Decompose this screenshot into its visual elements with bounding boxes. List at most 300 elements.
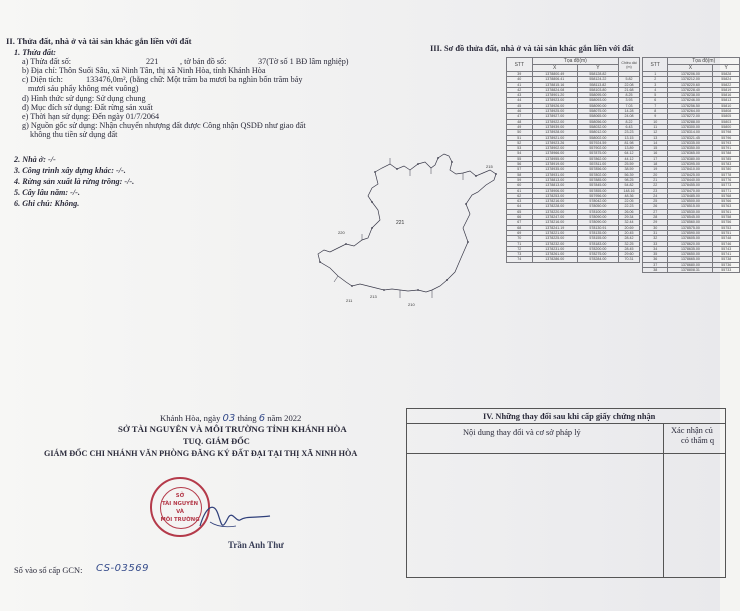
coord-left-cell: 70 xyxy=(507,236,533,241)
seal-text-4: MÔI TRƯỜNG xyxy=(160,517,200,523)
coord-right-cell: 55761 xyxy=(713,209,740,214)
coord-left-cell: 44 xyxy=(507,98,533,103)
col-header-y-right: Y xyxy=(713,65,740,72)
coord-right-cell: 9 xyxy=(643,114,668,119)
coord-right-cell: 17 xyxy=(643,156,668,161)
coord-left-cell: 41 xyxy=(507,82,533,87)
coord-right-cell: 55824 xyxy=(713,77,740,82)
coord-right-row xyxy=(643,246,740,251)
coord-right-cell: 1378300.00 xyxy=(668,124,713,129)
coord-right-cell: 1378365.00 xyxy=(668,151,713,156)
coord-left-cell: 60 xyxy=(507,183,533,188)
house-item: 2. Nhà ở: -/- xyxy=(14,155,56,164)
coord-left-cell: 26.06 xyxy=(619,209,640,214)
coord-left-cell: 557862.00 xyxy=(577,156,618,161)
use-form: d) Hình thức sử dụng: Sử dụng chung xyxy=(22,94,146,103)
coord-right-row xyxy=(643,193,740,198)
coord-left-cell: 557802.00 xyxy=(577,172,618,177)
coord-left-cell: 53 xyxy=(507,146,533,151)
coord-left-cell: 1378231.00 xyxy=(532,246,577,251)
coord-right-cell: 18 xyxy=(643,162,668,167)
coord-right-cell: 1378485.00 xyxy=(668,193,713,198)
col-header-length: Chiều dài (m) xyxy=(619,58,640,72)
coord-left-cell: 8.25 xyxy=(619,93,640,98)
coord-right-cell: 35 xyxy=(643,252,668,257)
parcel-number: 221 xyxy=(146,57,159,66)
coord-right-cell: 22 xyxy=(643,183,668,188)
coord-right-cell: 2 xyxy=(643,77,668,82)
register-label: Số vào sổ cấp GCN: xyxy=(14,566,83,575)
coord-right-row xyxy=(643,215,740,220)
seal-text-3: VÀ xyxy=(176,509,184,515)
coord-right-row xyxy=(643,146,740,151)
coord-right-cell: 1378350.00 xyxy=(668,146,713,151)
coord-right-cell: 1378206.00 xyxy=(668,72,713,77)
coord-right-cell: 1378380.00 xyxy=(668,156,713,161)
coord-left-cell: 1378232.00 xyxy=(532,241,577,246)
coord-right-cell: 55816 xyxy=(713,93,740,98)
coord-right-cell: 55741 xyxy=(713,252,740,257)
register-number: CS-03569 xyxy=(96,563,149,574)
coord-right-cell: 1378410.00 xyxy=(668,167,713,172)
coord-left-cell: 578050.00 xyxy=(577,204,618,209)
coord-right-cell: 31 xyxy=(643,230,668,235)
coord-left-cell: 43 xyxy=(507,93,533,98)
coord-left-cell: 7.03 xyxy=(619,103,640,108)
coord-right-cell: 55791 xyxy=(713,146,740,151)
land-purpose: đ) Mục đích sử dụng: Đất rừng sản xuất xyxy=(22,103,153,112)
coord-left-cell: 1378927.00 xyxy=(532,114,577,119)
coord-left-cell: 64.12 xyxy=(619,151,640,156)
coord-right-cell: 1378620.00 xyxy=(668,241,713,246)
date-month-label: tháng xyxy=(237,413,257,423)
origin-line2: không thu tiền sử dụng đất xyxy=(30,130,118,139)
coord-right-cell: 55813 xyxy=(713,98,740,103)
coord-left-cell: 23.23 xyxy=(619,130,640,135)
coord-left-cell: 48.36 xyxy=(619,193,640,198)
coord-right-cell: 55736 xyxy=(713,262,740,267)
coord-right-cell: 1378321.45 xyxy=(668,135,713,140)
coord-left-cell: 1378286.00 xyxy=(532,257,577,262)
coord-right-row xyxy=(643,172,740,177)
coord-left-cell: 1378926.00 xyxy=(532,103,577,108)
coord-left-cell: 73 xyxy=(507,252,533,257)
coord-right-cell: 1378530.00 xyxy=(668,209,713,214)
changes-col-confirm-2: cỏ thẩm q xyxy=(681,436,715,445)
coord-right-cell: 55758 xyxy=(713,215,740,220)
coord-left-cell: 1378906.00 xyxy=(532,188,577,193)
coord-left-cell: 578275.00 xyxy=(577,252,618,257)
coord-right-cell: 55756 xyxy=(713,220,740,225)
parcel-boundary xyxy=(318,154,496,292)
coord-left-cell: 557845.00 xyxy=(577,183,618,188)
coord-left-cell: 1378919.00 xyxy=(532,162,577,167)
on-behalf: TUQ. GIÁM ĐỐC xyxy=(183,437,250,446)
address: b) Địa chỉ: Thôn Suối Sâu, xã Ninh Tân, thị xã Ninh Hòa, tỉnh Khánh Hòa xyxy=(22,66,266,75)
date-year: năm 2022 xyxy=(267,413,302,423)
place-date xyxy=(160,414,301,423)
coord-left-cell: 59 xyxy=(507,177,533,182)
coord-right-cell: 1378288.00 xyxy=(668,119,713,124)
coord-left-cell: 44.12 xyxy=(619,156,640,161)
coord-left-cell: 68 xyxy=(507,225,533,230)
coord-left-cell: 13.89 xyxy=(619,146,640,151)
coord-right-cell: 6 xyxy=(643,98,668,103)
diagram-label-c: 213 xyxy=(370,294,377,299)
coord-right-cell: 36 xyxy=(643,257,668,262)
coord-right-cell: 10 xyxy=(643,119,668,124)
col-header-coords-right: Tọa độ(m) xyxy=(668,58,740,65)
coord-left-cell: 1378253.00 xyxy=(532,193,577,198)
coord-left-cell: 558065.00 xyxy=(577,114,618,119)
coord-left-cell: 42 xyxy=(507,87,533,92)
coord-left-cell: 56.39 xyxy=(619,172,640,177)
origin-line1: g) Nguồn gốc sử dụng: Nhận chuyển nhượng đất được Công nhận QSDĐ như giao đất xyxy=(22,121,306,130)
coord-left-cell: 74 xyxy=(507,257,533,262)
coord-left-cell: 22.05 xyxy=(619,199,640,204)
coord-right-cell: 13 xyxy=(643,135,668,140)
changes-title-row xyxy=(407,409,725,424)
coord-right-row xyxy=(643,162,740,167)
coord-right-cell: 1378256.50 xyxy=(668,103,713,108)
coord-left-cell: 8.22 xyxy=(619,119,640,124)
date-day: 03 xyxy=(222,413,236,424)
coord-left-cell: 66 xyxy=(507,215,533,220)
coord-right-cell: 4 xyxy=(643,87,668,92)
coord-left-cell: 45 xyxy=(507,103,533,108)
coord-left-cell: 46 xyxy=(507,109,533,114)
coord-left-cell: 1378220.00 xyxy=(532,209,577,214)
coord-right-cell: 55751 xyxy=(713,230,740,235)
note-item: 6. Ghi chú: Không. xyxy=(14,199,80,208)
coord-left-cell: 1378806.41 xyxy=(532,77,577,82)
coordinate-table-right-clip xyxy=(642,57,732,377)
coord-left-cell: 29.34 xyxy=(619,215,640,220)
coord-right-cell: 55785 xyxy=(713,156,740,161)
section2-title: II. Thửa đất, nhà ở và tài sản khác gắn liền với đất xyxy=(6,36,192,46)
coord-left-cell: 98.25 xyxy=(619,177,640,182)
area-label: c) Diện tích: xyxy=(22,75,63,84)
coord-right-cell: 55763 xyxy=(713,204,740,209)
coord-left-cell: 1378800.49 xyxy=(532,72,577,77)
coord-left-cell: 1378216.00 xyxy=(532,220,577,225)
coord-right-row xyxy=(643,156,740,161)
coord-left-cell: 1378939.00 xyxy=(532,124,577,129)
coord-right-cell: 55822 xyxy=(713,82,740,87)
coord-right-row xyxy=(643,225,740,230)
coord-left-cell: 558075.00 xyxy=(577,109,618,114)
coord-left-cell: 72 xyxy=(507,246,533,251)
coord-right-cell: 34 xyxy=(643,246,668,251)
coord-right-cell: 55768 xyxy=(713,193,740,198)
coord-right-row xyxy=(643,135,740,140)
coord-right-cell: 55788 xyxy=(713,151,740,156)
coord-left-cell: 3.93 xyxy=(619,98,640,103)
area-words: mươi sáu phẩy không mét vuông) xyxy=(28,84,139,93)
diagram-label-center: 221 xyxy=(396,220,405,226)
coord-right-row xyxy=(643,151,740,156)
col-header-stt: STT xyxy=(507,58,533,72)
coord-left-cell: 52 xyxy=(507,140,533,145)
coord-left-cell: 38.59 xyxy=(619,167,640,172)
coord-left-cell: 1378261.00 xyxy=(532,252,577,257)
coord-left-cell: 40 xyxy=(507,77,533,82)
coord-right-cell: 26 xyxy=(643,204,668,209)
coord-left-cell: 558032.00 xyxy=(577,124,618,129)
coord-right-cell: 55800 xyxy=(713,124,740,129)
coord-right-row xyxy=(643,130,740,135)
coord-right-cell: 1378212.00 xyxy=(668,77,713,82)
changes-col-confirm-1: Xác nhận củ xyxy=(671,426,713,435)
coord-right-cell: 55808 xyxy=(713,109,740,114)
coord-right-cell: 5 xyxy=(643,93,668,98)
coord-right-cell: 1378228.40 xyxy=(668,87,713,92)
coord-right-cell: 55796 xyxy=(713,135,740,140)
coord-right-row xyxy=(643,262,740,267)
coord-right-cell: 1378515.00 xyxy=(668,204,713,209)
coord-left-cell: 14.28 xyxy=(619,109,640,114)
coord-left-cell: 65 xyxy=(507,209,533,214)
coord-right-cell: 1378314.00 xyxy=(668,130,713,135)
coord-right-cell: 1378264.00 xyxy=(668,109,713,114)
coord-right-row xyxy=(643,204,740,209)
coord-left-cell: 13.15 xyxy=(619,135,640,140)
coord-right-cell: 1378575.00 xyxy=(668,225,713,230)
changes-header-row xyxy=(407,423,725,454)
coord-left-cell: 5.82 xyxy=(619,77,640,82)
col-header-stt-right: STT xyxy=(643,58,668,72)
coord-right-cell: 55746 xyxy=(713,241,740,246)
coord-left-cell: 49 xyxy=(507,124,533,129)
coord-right-cell: 3 xyxy=(643,82,668,87)
section4-title: IV. Những thay đổi sau khi cấp giấy chứng nhận xyxy=(483,412,656,421)
coord-left-cell: 67 xyxy=(507,220,533,225)
coord-right-cell: 1378560.00 xyxy=(668,220,713,225)
coord-right-cell: 23 xyxy=(643,188,668,193)
coord-left-cell: 81.98 xyxy=(619,140,640,145)
date-month: 6 xyxy=(258,413,266,424)
coord-left-cell: 24.08 xyxy=(619,114,640,119)
coord-right-cell: 38 xyxy=(643,267,668,272)
coord-left-cell: 56 xyxy=(507,162,533,167)
coord-left-cell: 25.59 xyxy=(619,162,640,167)
coord-right-cell: 1378500.00 xyxy=(668,199,713,204)
coord-right-cell: 55748 xyxy=(713,236,740,241)
coord-right-cell: 19 xyxy=(643,167,668,172)
changes-divider xyxy=(663,423,664,577)
coord-right-cell: 32 xyxy=(643,236,668,241)
coord-right-row xyxy=(643,236,740,241)
coord-left-cell: 558002.00 xyxy=(577,135,618,140)
coord-left-cell: 558095.00 xyxy=(577,93,618,98)
construction-item: 3. Công trình xây dựng khác: -/-. xyxy=(14,166,126,175)
coord-left-cell: 1378813.00 xyxy=(532,177,577,182)
coord-left-cell: 1378241.19 xyxy=(532,225,577,230)
coord-left-cell: 557902.00 xyxy=(577,146,618,151)
coord-right-cell: 1378545.00 xyxy=(668,215,713,220)
coord-left-cell: 58 xyxy=(507,172,533,177)
coord-right-cell: 1378395.00 xyxy=(668,162,713,167)
coord-right-cell: 14 xyxy=(643,140,668,145)
forest-item: 4. Rừng sản xuất là rừng trồng: -/-. xyxy=(14,177,135,186)
coord-right-row xyxy=(643,119,740,124)
coord-left-cell: 148.16 xyxy=(619,188,640,193)
coord-right-row xyxy=(643,124,740,129)
coord-left-cell: 39 xyxy=(507,72,533,77)
coord-left-cell: 557924.59 xyxy=(577,140,618,145)
coord-left-cell: 558103.80 xyxy=(577,87,618,92)
coord-left-cell: 557811.00 xyxy=(577,162,618,167)
coord-left-cell: 578155.00 xyxy=(577,236,618,241)
coord-left-cell: 1378228.00 xyxy=(532,204,577,209)
map-label: , tờ bản đồ số: xyxy=(180,57,227,66)
coord-left-cell: 69 xyxy=(507,230,533,235)
coord-right-cell: 30 xyxy=(643,225,668,230)
coord-left-cell: 557956.00 xyxy=(577,193,618,198)
coord-right-row xyxy=(643,140,740,145)
area-value: 133476,0m², (bằng chữ: Một trăm ba mươi ba nghìn bốn trăm bảy xyxy=(86,75,303,84)
coord-right-row xyxy=(643,167,740,172)
coord-left-cell: 50 xyxy=(507,130,533,135)
coord-left-cell: 6.43 xyxy=(619,124,640,129)
coordinate-table-right xyxy=(642,57,740,273)
coord-left-cell: 32.25 xyxy=(619,241,640,246)
coord-right-cell: 55753 xyxy=(713,225,740,230)
coord-right-row xyxy=(643,230,740,235)
coord-right-cell: 12 xyxy=(643,130,668,135)
coord-right-cell: 1 xyxy=(643,72,668,77)
coord-left-cell: 47 xyxy=(507,114,533,119)
coord-left-cell: 32.44 xyxy=(619,220,640,225)
coord-right-row xyxy=(643,188,740,193)
coord-right-row xyxy=(643,183,740,188)
coord-right-cell: 55773 xyxy=(713,183,740,188)
coord-left-cell: 558090.00 xyxy=(577,103,618,108)
diagram-label-b: 215 xyxy=(486,164,493,169)
signature-scribble xyxy=(196,496,276,536)
coord-left-cell: 71 xyxy=(507,241,533,246)
coord-right-cell: 11 xyxy=(643,124,668,129)
diagram-label-d: 211 xyxy=(346,298,353,303)
changes-table xyxy=(406,408,726,578)
coord-left-cell: 28.45 xyxy=(619,246,640,251)
coord-right-row xyxy=(643,220,740,225)
coord-left-cell: 1378247.00 xyxy=(532,215,577,220)
coord-right-cell: 1378680.00 xyxy=(668,262,713,267)
coord-right-cell: 8 xyxy=(643,109,668,114)
coord-left-cell: 1378925.00 xyxy=(532,109,577,114)
coord-left-cell: 558124.22 xyxy=(577,77,618,82)
coord-right-cell: 55733 xyxy=(713,267,740,272)
changes-col-content: Nội dung thay đổi và cơ sở pháp lý xyxy=(463,428,581,437)
coord-right-cell: 1378440.00 xyxy=(668,177,713,182)
signer-position: GIÁM ĐỐC CHI NHÁNH VĂN PHÒNG ĐĂNG KÝ ĐẤT ĐẠI TẠI THỊ XÃ NINH HÒA xyxy=(44,449,358,458)
coord-right-cell: 37 xyxy=(643,262,668,267)
coord-left-cell: 1378902.00 xyxy=(532,146,577,151)
coord-left-cell: 1378935.00 xyxy=(532,167,577,172)
coord-right-cell: 55771 xyxy=(713,188,740,193)
coord-right-cell: 1378272.00 xyxy=(668,114,713,119)
coord-left-cell: 1378901.20 xyxy=(532,93,577,98)
coord-left-cell: 48 xyxy=(507,119,533,124)
coord-right-cell: 55776 xyxy=(713,177,740,182)
diagram-label-e: 210 xyxy=(408,302,415,307)
coord-right-cell: 55798 xyxy=(713,130,740,135)
coord-right-cell: 16 xyxy=(643,151,668,156)
coord-right-cell: 1378238.00 xyxy=(668,93,713,98)
coord-left-cell: 1378225.00 xyxy=(532,236,577,241)
coord-left-cell: 558113.82 xyxy=(577,82,618,87)
coord-right-row xyxy=(643,267,740,272)
coord-left-cell: 557856.00 xyxy=(577,167,618,172)
coord-right-cell: 55780 xyxy=(713,167,740,172)
land-heading: 1. Thửa đất: xyxy=(14,48,56,57)
seal-text-1: SỞ xyxy=(175,493,185,499)
coord-left-cell: 578135.00 xyxy=(577,230,618,235)
coord-right-row xyxy=(643,241,740,246)
coord-left-row xyxy=(507,257,640,262)
coord-left-cell: 1378923.26 xyxy=(532,140,577,145)
coord-right-cell: 1378220.60 xyxy=(668,82,713,87)
coord-left-cell: 578090.00 xyxy=(577,215,618,220)
use-term: e) Thời hạn sử dụng: Đến ngày 01/7/2064 xyxy=(22,112,160,121)
coord-right-cell: 55738 xyxy=(713,257,740,262)
coord-left-cell: 1378928.00 xyxy=(532,130,577,135)
coord-right-cell: 55828 xyxy=(713,72,740,77)
coord-right-cell: 1378335.00 xyxy=(668,140,713,145)
coord-right-cell: 55819 xyxy=(713,87,740,92)
coord-right-cell: 29 xyxy=(643,220,668,225)
coord-left-cell: 54.82 xyxy=(619,183,640,188)
coord-right-cell: 1378425.00 xyxy=(668,172,713,177)
coord-left-cell: 578100.00 xyxy=(577,209,618,214)
coord-right-cell: 55793 xyxy=(713,140,740,145)
coord-left-cell: 64 xyxy=(507,204,533,209)
coord-right-row xyxy=(643,199,740,204)
coord-left-cell: 1378921.00 xyxy=(532,135,577,140)
coord-left-cell: 21.68 xyxy=(619,87,640,92)
coord-right-cell: 1378470.00 xyxy=(668,188,713,193)
coord-left-cell: 54 xyxy=(507,151,533,156)
seal-text-2: TÀI NGUYÊN xyxy=(161,501,199,507)
coord-left-cell: 61 xyxy=(507,188,533,193)
coord-left-cell: 558128.82 xyxy=(577,72,618,77)
coord-left-cell: 578042.00 xyxy=(577,199,618,204)
parcel-label: a) Thửa đất số: xyxy=(22,57,72,66)
coord-left-cell: 1378922.00 xyxy=(532,119,577,124)
signer-name: Trần Anh Thư xyxy=(228,540,284,550)
date-prefix: Khánh Hòa, ngày xyxy=(160,413,221,423)
coord-left-cell: 558056.00 xyxy=(577,119,618,124)
coord-left-cell: 1378966.00 xyxy=(532,151,577,156)
coord-left-cell: 29.60 xyxy=(619,252,640,257)
parcel-diagram xyxy=(300,140,510,315)
coord-left-cell: 70.31 xyxy=(619,257,640,262)
col-header-x: X xyxy=(532,65,577,72)
coord-right-cell: 55805 xyxy=(713,114,740,119)
coord-left-cell: 1378824.08 xyxy=(532,87,577,92)
coord-left-cell: 558012.00 xyxy=(577,130,618,135)
coord-left-cell: 1378923.00 xyxy=(532,98,577,103)
coord-right-cell: 1378635.00 xyxy=(668,246,713,251)
coord-left-cell: 55 xyxy=(507,156,533,161)
coord-left-cell: 1378813.00 xyxy=(532,183,577,188)
issuing-org: SỞ TÀI NGUYÊN VÀ MÔI TRƯỜNG TỈNH KHÁNH HÒA xyxy=(118,424,347,434)
coord-left-cell: 51 xyxy=(507,135,533,140)
perennial-item: 5. Cây lâu năm: -/-. xyxy=(14,188,80,197)
coord-right-cell: 55783 xyxy=(713,162,740,167)
coord-right-cell: 1378590.00 xyxy=(668,230,713,235)
